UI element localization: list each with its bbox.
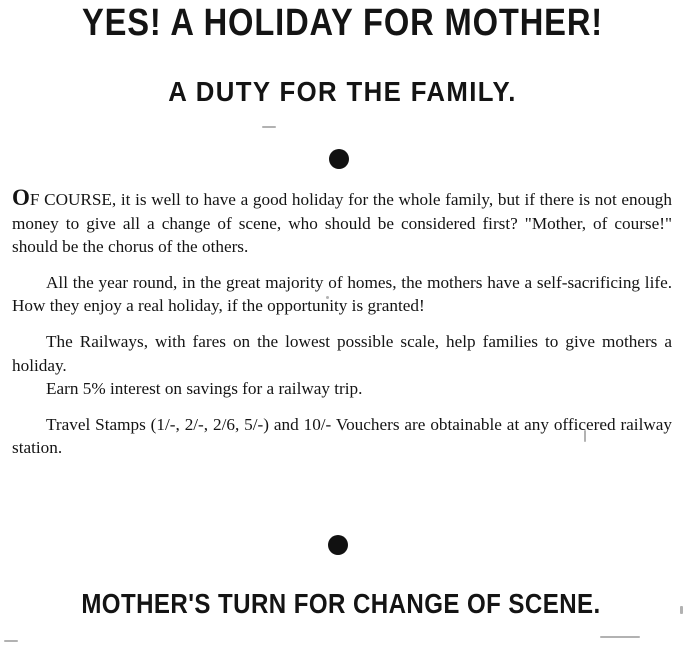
paragraph-railways: The Railways, with fares on the lowest possible scale, help families to give mothers a holiday.: [12, 331, 672, 375]
paragraph-intro: [12, 186, 672, 259]
print-speck: [326, 296, 329, 299]
drop-cap: O: [12, 185, 30, 210]
print-speck: [600, 636, 640, 638]
print-speck: [584, 430, 586, 442]
paragraph-mothers: All the year round, in the great majority of homes, the mothers have a self-sacrificing life. How they enjoy a real holiday, if the opportunity is granted!: [12, 272, 672, 316]
body-copy: [12, 186, 672, 472]
headline: YES! A HOLIDAY FOR MOTHER!: [81, 2, 604, 44]
paragraph-travel-stamps: Travel Stamps (1/-, 2/-, 2/6, 5/-) and 10/- Vouchers are obtainable at any officered railway station.: [12, 414, 672, 458]
paragraph-intro-text: F COURSE, it is well to have a good holiday for the whole family, but if there is not enough money to give all a change of scene, who should be considered first? "Mother, of course!" should be the chorus of the others.: [12, 190, 672, 257]
print-speck: [680, 606, 683, 614]
paragraph-interest: Earn 5% interest on savings for a railway trip.: [46, 379, 363, 399]
print-speck: [600, 422, 603, 425]
print-speck: [4, 640, 18, 642]
print-speck: [262, 126, 276, 128]
subheadline: A DUTY FOR THE FAMILY.: [168, 76, 517, 107]
footer-headline: MOTHER'S TURN FOR CHANGE OF SCENE.: [81, 588, 601, 619]
bullet-divider-bottom: [328, 535, 348, 555]
bullet-divider-top: [329, 149, 349, 169]
